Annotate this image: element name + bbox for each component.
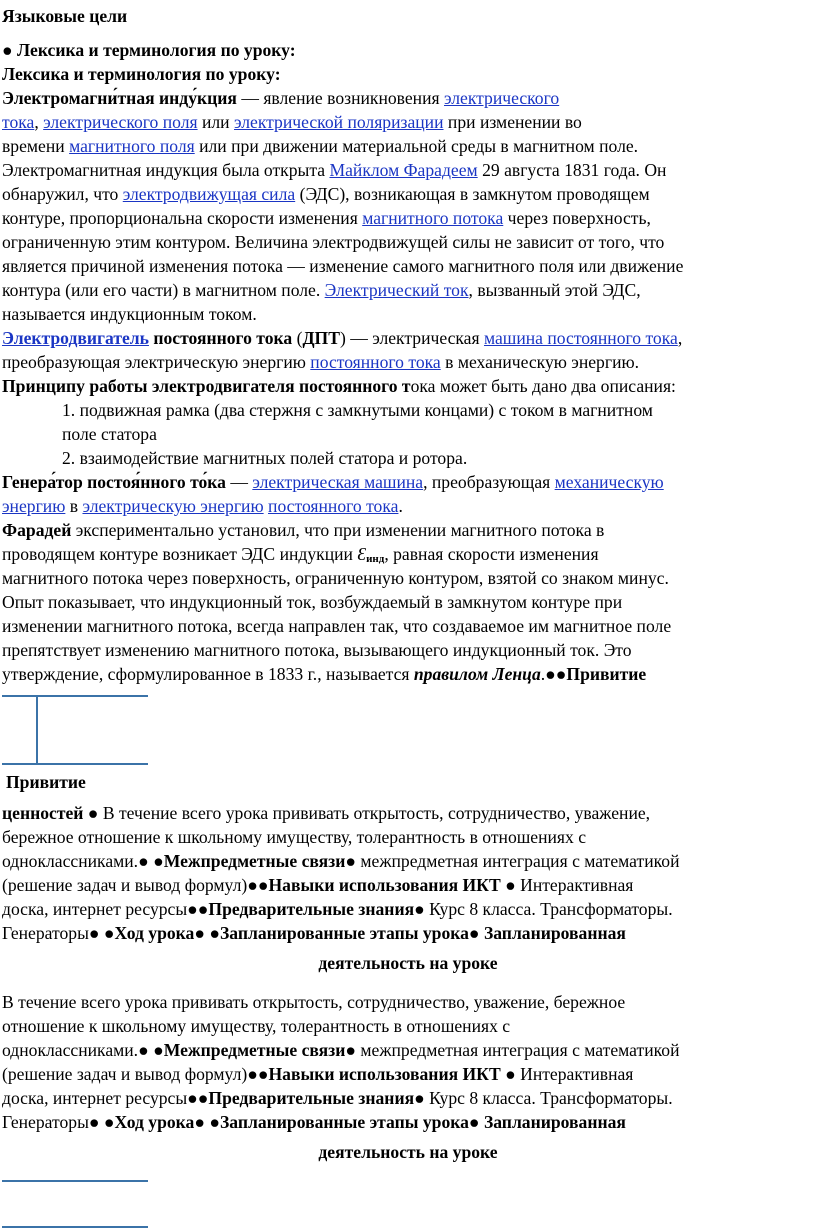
values-line-2: бережное отношение к школьному имуществу, толерантность в отношениях с [2, 827, 587, 847]
generator-line-1: Генера́тор постоя́нного то́ка — электрическая машина, преобразующая механическую [2, 472, 664, 492]
faraday-line-1: Фарадей экспериментально установил, что при изменении магнитного потока в [2, 520, 605, 540]
emf-symbol: Ɛ [357, 544, 367, 564]
link-electric-current[interactable]: Электрический ток [324, 280, 469, 300]
repeat-line-1: В течение всего урока прививать открытость, сотрудничество, уважение, бережное [2, 992, 626, 1012]
link-dc-machine[interactable]: машина постоянного тока [483, 328, 678, 348]
induction-line-7: ограниченную этим контуром. Величина электродвижущей силы не зависит от того, что [2, 232, 665, 252]
motor-list-item-1: 1. подвижная рамка (два стержня с замкнутыми концами) с током в магнитном [62, 400, 653, 420]
induction-line-8: является причиной изменения потока — изменение самого магнитного поля или движение [2, 256, 684, 276]
link-magnetic-flux[interactable]: магнитного потока [362, 208, 504, 228]
link-electric-energy[interactable]: электрическую энергию [82, 496, 264, 516]
faraday-line-3: магнитного потока через поверхность, ограниченную контуром, взятой со знаком минус. [2, 568, 669, 588]
induction-line-5: обнаружил, что электродвижущая сила (ЭДС), возникающая в замкнутом проводящем [2, 184, 650, 204]
lexicon-heading: Лексика и терминология по уроку: [2, 64, 281, 84]
induction-line-2: тока, электрического поля или электрической поляризации при изменении во [2, 112, 582, 132]
link-mechanical[interactable]: механическую [554, 472, 664, 492]
link-magnetic-field[interactable]: магнитного поля [69, 136, 195, 156]
link-motor[interactable]: Электродвигатель [2, 328, 149, 348]
section-heading: Языковые цели [2, 6, 128, 26]
faraday-line-2: проводящем контуре возникает ЭДС индукции Ɛинд, равная скорости изменения [2, 544, 599, 565]
values-title: Привитие [6, 772, 86, 792]
values-line-1: ценностей ● В течение всего урока прививать открытость, сотрудничество, уважение, [2, 803, 651, 823]
values-line-5: доска, интернет ресурсы●●Предварительные знания● Курс 8 класса. Трансформаторы. [2, 899, 673, 919]
values-line-3: одноклассниками.● ●Межпредметные связи● межпредметная интеграция с математикой [2, 851, 680, 871]
repeat-line-3: одноклассниками.● ●Межпредметные связи● межпредметная интеграция с математикой [2, 1040, 680, 1060]
faraday-line-4: Опыт показывает, что индукционный ток, возбуждаемый в замкнутом контуре при [2, 592, 623, 612]
bottom-rule-2 [2, 1226, 148, 1228]
motor-list-item-2: 2. взаимодействие магнитных полей статора и ротора. [62, 448, 468, 468]
link-dc-current[interactable]: постоянного тока [268, 496, 399, 516]
lexicon-bullet-heading: ● Лексика и терминология по уроку: [2, 40, 296, 60]
link-emf[interactable]: электродвижущая сила [122, 184, 296, 204]
motor-line-2: преобразующая электрическую энергию постоянного тока в механическую энергию. [2, 352, 640, 372]
values-line-6: Генераторы● ●Ход урока● ●Запланированные этапы урока● Запланированная [2, 923, 626, 943]
generator-line-2: энергию в электрическую энергию постоянного тока. [2, 496, 403, 516]
lenz-rule: правилом Ленца [413, 664, 541, 684]
table-border-bottom [2, 763, 148, 765]
link-faraday[interactable]: Майклом Фарадеем [329, 160, 478, 180]
link-electric-polarization[interactable]: электрической поляризации [234, 112, 444, 132]
motor-line-1: Электродвигатель постоянного тока (ДПТ) — электрическая машина постоянного тока, [2, 328, 683, 348]
link-electric-field[interactable]: электрического поля [43, 112, 198, 132]
repeat-line-2: отношение к школьному имуществу, толерантность в отношениях с [2, 1016, 511, 1036]
values-center-line: деятельность на уроке [318, 953, 498, 973]
faraday-line-5: изменении магнитного потока, всегда направлен так, что создаваемое им магнитное поле [2, 616, 672, 636]
link-electric[interactable]: электрического [444, 88, 560, 108]
bottom-rule-1 [2, 1180, 148, 1182]
faraday-line-7: утверждение, сформулированное в 1833 г., называется правилом Ленца.●●Привитие [2, 664, 647, 684]
values-line-4: (решение задач и вывод формул)●●Навыки использования ИКТ ● Интерактивная [2, 875, 634, 895]
motor-list-item-1-cont: поле статора [62, 424, 157, 444]
link-electric-machine[interactable]: электрическая машина [252, 472, 424, 492]
link-energy[interactable]: энергию [2, 496, 66, 516]
table-border-top [2, 695, 148, 697]
link-current[interactable]: тока [2, 112, 35, 132]
induction-line-1: Электромагни́тная инду́кция — явление возникновения электрического [2, 88, 560, 108]
repeat-line-4: (решение задач и вывод формул)●●Навыки использования ИКТ ● Интерактивная [2, 1064, 634, 1084]
induction-line-10: называется индукционным током. [2, 304, 257, 324]
repeat-center-line: деятельность на уроке [318, 1142, 498, 1162]
induction-line-6: контуре, пропорциональна скорости изменения магнитного потока через поверхность, [2, 208, 651, 228]
induction-line-9: контура (или его части) в магнитном поле. Электрический ток, вызванный этой ЭДС, [2, 280, 641, 300]
link-direct-current[interactable]: постоянного тока [310, 352, 441, 372]
induction-term: Электромагни́тная инду́кция [2, 88, 237, 108]
repeat-line-6: Генераторы● ●Ход урока● ●Запланированные этапы урока● Запланированная [2, 1112, 626, 1132]
induction-line-3: времени магнитного поля или при движении материальной среды в магнитном поле. [2, 136, 639, 156]
table-border-vertical [36, 696, 38, 764]
faraday-line-6: препятствует изменению магнитного потока, вызывающего индукционный ток. Это [2, 640, 632, 660]
motor-line-3: Принципу работы электродвигателя постоянного тока может быть дано два описания: [2, 376, 676, 396]
induction-line-4: Электромагнитная индукция была открыта Майклом Фарадеем 29 августа 1831 года. Он [2, 160, 667, 180]
repeat-line-5: доска, интернет ресурсы●●Предварительные знания● Курс 8 класса. Трансформаторы. [2, 1088, 673, 1108]
